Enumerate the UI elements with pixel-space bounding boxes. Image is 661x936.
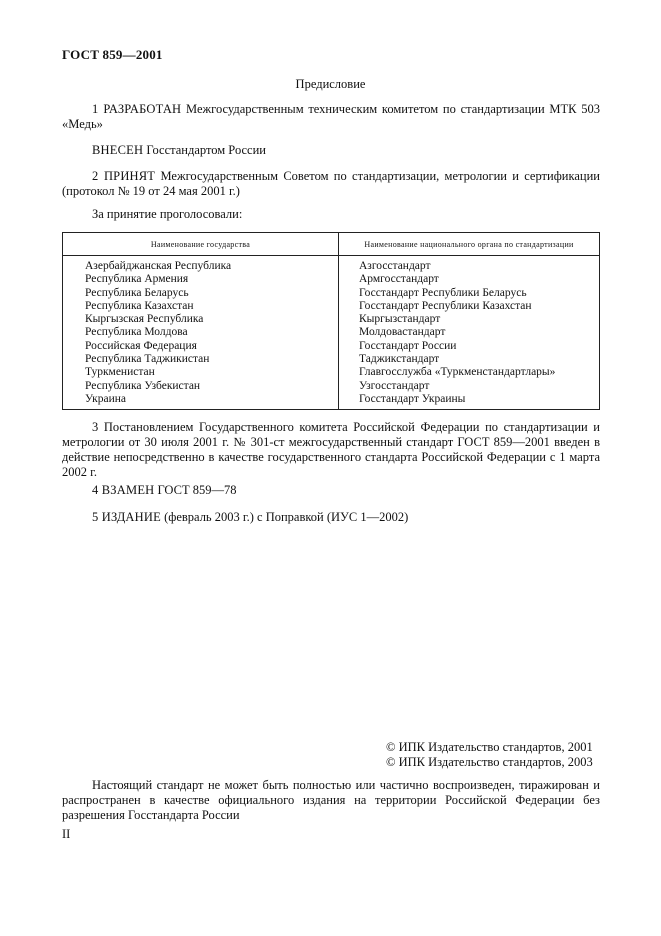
state-name: Республика Беларусь xyxy=(85,286,189,299)
table-header-body: Наименование национального органа по стандартизации xyxy=(339,233,600,256)
item-replaces xyxy=(62,483,600,498)
item-replaces-label: 4 ВЗАМЕН xyxy=(92,483,155,497)
standards-body-name: Госстандарт России xyxy=(359,339,457,352)
table-row xyxy=(63,256,600,410)
state-name: Украина xyxy=(85,392,126,405)
item-developed-text: Межгосударственным техническим комитетом по стандартизации МТК 503 «Медь» xyxy=(62,102,600,131)
page-number: II xyxy=(62,827,71,841)
item-developed xyxy=(62,102,600,132)
standards-body-name: Главгосслужба «Туркменстандартлары» xyxy=(359,366,556,379)
reproduction-notice: Настоящий стандарт не может быть полностью или частично воспроизведен, тиражирован и распространен в качестве официального издания на территории Российской Федерации без разрешения Госстандарта России xyxy=(62,778,600,822)
standards-body-name: Кыргызстандарт xyxy=(359,313,441,326)
states-column xyxy=(63,256,339,410)
voted-intro: За принятие проголосовали: xyxy=(92,207,243,221)
copyright-line: © ИПК Издательство стандартов, 2001 xyxy=(386,740,593,754)
state-name: Азербайджанская Республика xyxy=(85,260,232,272)
document-header: ГОСТ 859—2001 xyxy=(62,47,163,62)
state-name: Республика Армения xyxy=(85,273,189,286)
item-replaces-text: ГОСТ 859—78 xyxy=(154,483,237,497)
item-edition-text: (февраль 2003 г.) с Поправкой (ИУС 1—2002) xyxy=(160,510,409,524)
voting-table xyxy=(62,232,600,410)
item-developed-label: 1 РАЗРАБОТАН xyxy=(92,102,182,116)
standards-body-name: Госстандарт Республики Казахстан xyxy=(359,299,532,312)
state-name: Кыргызская Республика xyxy=(85,313,204,326)
preface-title: Предисловие xyxy=(295,77,366,91)
item-adopted-text: Межгосударственным Советом по стандартизации, метрологии и сертификации (протокол № 19 от 24 мая 2001 г.) xyxy=(62,169,600,198)
item-adopted-label: 2 ПРИНЯТ xyxy=(92,169,156,183)
item-adopted xyxy=(62,169,600,199)
item-introduced xyxy=(62,143,600,158)
standards-body-name: Госстандарт Украины xyxy=(359,392,466,405)
standards-body-name: Таджикстандарт xyxy=(359,353,440,366)
item-edition-label: 5 ИЗДАНИЕ xyxy=(92,510,161,524)
bodies-column xyxy=(339,256,600,410)
standards-body-name: Узгосстандарт xyxy=(359,379,430,392)
table-header-state: Наименование государства xyxy=(63,233,339,256)
item-edition xyxy=(62,510,600,525)
state-name: Республика Молдова xyxy=(85,326,188,339)
table-header-row xyxy=(63,233,600,256)
state-name: Республика Таджикистан xyxy=(85,353,210,366)
state-name: Республика Казахстан xyxy=(85,299,194,312)
state-name: Туркменистан xyxy=(85,366,155,379)
item-resolution: 3 Постановлением Государственного комитета Российской Федерации по стандартизации и метрологии от 30 июля 2001 г. № 301-ст межгосударственный стандарт ГОСТ 859—2001 введен в действие непосредственно в качестве государственного стандарта Российской Федерации с 1 марта 2002 г. xyxy=(62,420,600,479)
standards-body-name: Молдовастандарт xyxy=(359,326,446,339)
standards-body-name: Армгосстандарт xyxy=(359,273,439,286)
standards-body-name: Азгосстандарт xyxy=(359,260,431,272)
state-name: Российская Федерация xyxy=(85,339,197,352)
state-name: Республика Узбекистан xyxy=(85,379,201,392)
item-introduced-text: Госстандартом России xyxy=(143,143,266,157)
standards-body-name: Госстандарт Республики Беларусь xyxy=(359,286,527,299)
item-introduced-label: ВНЕСЕН xyxy=(92,143,144,157)
copyright-line: © ИПК Издательство стандартов, 2003 xyxy=(386,755,593,769)
